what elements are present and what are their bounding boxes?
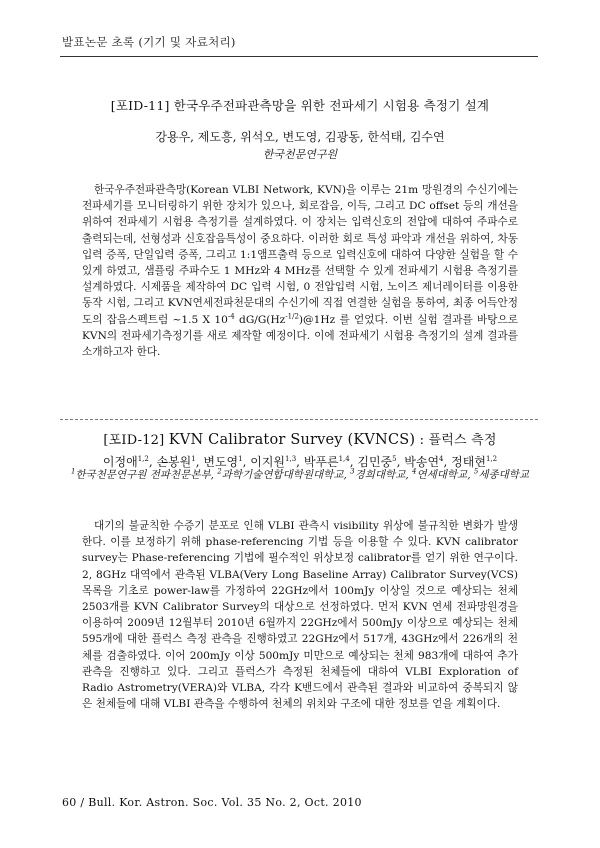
author-affiliation-mark: 1 <box>238 455 243 463</box>
author-affiliation-mark: 1,2 <box>485 455 498 463</box>
running-header: 발표논문 초록 (기기 및 자료처리) <box>62 35 236 49</box>
affiliation-mark: 1 <box>70 467 76 476</box>
author-name: 이지원 <box>250 455 286 469</box>
author-affiliation-mark: 1,3 <box>285 455 297 463</box>
author-name: 정태현 <box>451 455 486 469</box>
author-affiliation-mark: 1,4 <box>338 455 350 463</box>
paper1-title: [포ID-11] 한국우주전파관측망을 위한 전파세기 시험용 측정기 설계 <box>110 98 490 113</box>
affiliation-text: 연세대학교, <box>416 469 474 481</box>
paper2-affiliations <box>70 468 530 482</box>
affiliation-mark: 3 <box>350 467 355 476</box>
author-name: 손봉원 <box>156 455 192 469</box>
affiliation-text: 과학기술연합대학원대학교, <box>221 469 351 481</box>
section-divider <box>60 419 538 420</box>
paper1-authors: 강용우, 제도흥, 위석오, 변도영, 김광동, 한석태, 김수연 <box>155 130 445 144</box>
affiliation-mark: 5 <box>473 467 479 476</box>
paper2-authors: 이정애$^{1,2}$, 손봉원$^1$, 변도영$^1$, 이지원$^{1,3}$, 박푸른$^{1,4}$, 김민중$^5$, 박송연$^4$, 정태현$^{1,2}$ <box>102 455 498 469</box>
paper1-abstract: 한국우주전파관측망(Korean VLBI Network, KVN)을 이루는 21m 망원경의 수신기에는 전파세기를 모니터링하기 위한 장치가 있으나, 회로잡음, 이득, 그리고 DC offset 등의 개선을 위하여 전파세기 시험용 측정기를 설계하였다. 이 장치는 입력신호의 전압에 대하여 주파수로 출력되는데, 선형성과 신호잡음특성이 중요하다. 이러한 회로 특성 파악과 개선을 위하여, 차동입력 증폭, 단일입력 증폭, 그리고 1:1앰프출력 등으로 입력신호에 대하여 다양한 실험을 할 수 있게 하였고, 샘플링 주파수도 1 MHz와 4 MHz를 선택할 수 있게 전파세기 시험용 측정기를 설계하였다. 시제품을 제작하여 DC 입력 시험, 0 전압입력 시험, 노이즈 제너레이터를 이용한 동작 시험, 그리고 KVN연세전파천문대의 수신기에 직접 연결한 실험을 통하여, 최종 어득안정도의 잡음스펙트럼 ~1.5 X $10^{-4}$ $dG/G(Hz^{-1/2})@1Hz$ 를 얻었다. 이번 실험 결과를 바탕으로 KVN의 전파세기측정기를 새로 제작할 예정이다. 이에 전파세기 시험용 측정기의 설계 결과를 소개하고자 한다. <box>82 184 518 359</box>
author-affiliation-mark: 1 <box>191 455 196 463</box>
author-name: 변도영 <box>203 455 239 469</box>
affiliation-text: 세종대학교 <box>478 469 530 481</box>
paper2-title: [포ID-12] KVN Calibrator Survey (KVNCS) : 플럭스 측정 <box>103 432 497 448</box>
author-name: 박송연 <box>404 455 440 469</box>
author-name: 이정애 <box>102 455 138 469</box>
affiliation-mark: 2 <box>217 467 222 476</box>
author-affiliation-mark: 5 <box>392 455 397 463</box>
author-name: 김민중 <box>357 455 393 469</box>
affiliation-text: 경희대학교, <box>354 469 413 481</box>
paper2-abstract: 대기의 불균칙한 수증기 분포로 인해 VLBI 관측시 visibility 위상에 불규칙한 변화가 발생한다. 이를 보정하기 위해 phase-referencing 기법 등을 이용할 수 있다. KVN calibrator survey는 Phase-referencing 기법에 필수적인 위상보정 calibrator를 얻기 위한 연구이다. 2, 8GHz 대역에서 관측된 VLBA(Very Long Baseline Array) Calibrator Survey(VCS) 목록을 기초로 power-law를 가정하여 22GHz에서 100mJy 이상일 것으로 예상되는 천체 2503개를 KVN Calibrator Survey의 대상으로 선정하였다. 먼저 KVN 연세 전파망원경을 이용하여 2009년 12월부터 2010년 6월까지 22GHz에서 500mJy 이상으로 예상되는 천체 595개에 대한 플럭스 측정 관측을 진행하였고 22GHz에서 517개, 43GHz에서 226개의 천체를 검출하였다. 이어 200mJy 이상 500mJy 미만으로 예상되는 천체 983개에 대하여 추가 관측을 진행하고 있다. 그리고 플럭스가 측정된 천체들에 대하여 VLBI Exploration of Radio Astrometry(VERA)와 VLBA, 각각 K밴드에서 관측된 결과와 비교하여 중복되지 않은 천체들에 대해 VLBI 관측을 수행하여 천체의 위치와 구조에 대한 정보를 얻을 계획이다. <box>82 520 518 711</box>
page-footer: 60 / Bull. Kor. Astron. Soc. Vol. 35 No. 2, Oct. 2010 <box>62 796 362 809</box>
affiliation-text: 한국천문연구원 전파천문본부, <box>75 469 218 481</box>
header-rule <box>60 56 538 57</box>
author-affiliation-mark: 1,2 <box>137 455 149 463</box>
affiliation-mark: 4 <box>412 467 417 476</box>
author-name: 박푸른 <box>303 455 339 469</box>
author-affiliation-mark: 4 <box>439 455 444 463</box>
paper1-affiliation: 한국천문연구원 <box>262 148 338 161</box>
